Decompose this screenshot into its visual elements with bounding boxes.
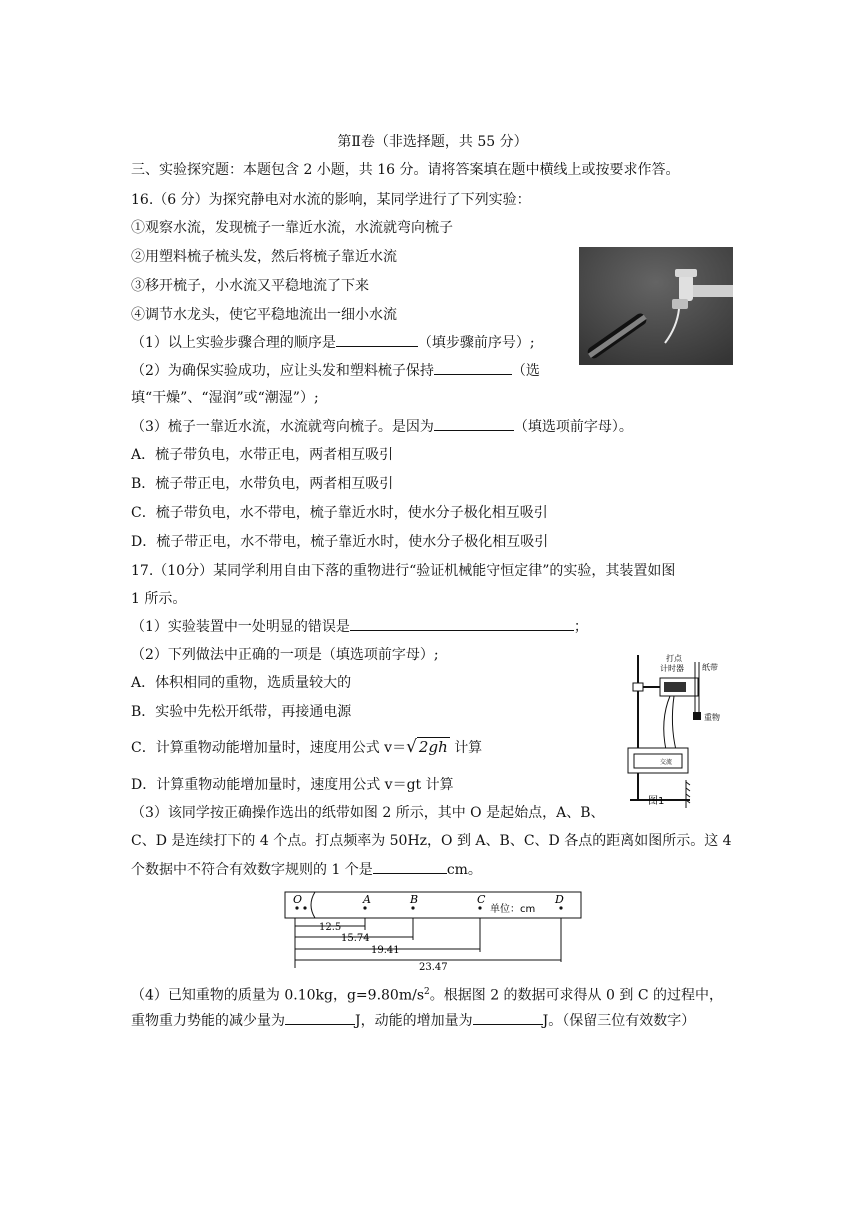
q17-sub3-l3: 个数据中不符合有效数字规则的 1 个是 cm。 <box>131 862 482 878</box>
q17-option-a: A．体积相同的重物，选质量较大的 <box>131 675 352 691</box>
point-D: D <box>555 893 564 906</box>
point-O: O <box>293 893 303 906</box>
answer-blank[interactable] <box>350 617 574 631</box>
dist-OA: 12.5 <box>319 922 342 933</box>
point-C: C <box>477 893 486 906</box>
q16-step-4: ④调节水龙头，使它平稳地流出一细小水流 <box>131 307 397 323</box>
q16-step-1: ①观察水流，发现梳子一靠近水流，水流就弯向梳子 <box>131 220 453 236</box>
label-source: 交流 <box>660 759 673 766</box>
figure-1-caption: 图1 <box>648 796 665 807</box>
unit-label: 单位：cm <box>490 904 536 915</box>
q16-step-3: ③移开梳子，小水流又平稳地流了下来 <box>131 278 369 294</box>
figure-1-apparatus <box>600 650 720 810</box>
figure-2-tape <box>285 890 585 973</box>
faucet-comb-photo <box>579 247 733 365</box>
point-A: A <box>363 893 371 906</box>
q16-option-d: D．梳子带正电，水不带电，梳子靠近水时，使水分子极化相互吸引 <box>131 534 549 550</box>
q17-sub1: （1）实验装置中一处明显的错误是 ； <box>131 619 588 635</box>
q17-stem-l2: 1 所示。 <box>131 591 187 607</box>
section-title: 第Ⅱ卷（非选择题，共 55 分） <box>337 134 528 150</box>
label-tape: 纸带 <box>702 663 718 672</box>
label-weight: 重物 <box>704 713 720 722</box>
answer-blank[interactable] <box>285 1011 355 1025</box>
q17-sub4-l1: （4）已知重物的质量为 0.10kg，$g=9.80m/s^2$。根据图 2 的数据可求得从 0 到 C 的过程中， <box>131 987 723 1004</box>
q17-option-c: C．计算重物动能增加量时，速度用公式 v＝√ 2gh 计算 <box>131 737 483 757</box>
q16-sub1: （1）以上实验步骤合理的顺序是 （填步骤前序号）; <box>131 335 535 351</box>
q16-option-a: A．梳子带负电，水带正电，两者相互吸引 <box>131 447 394 463</box>
dist-OD: 23.47 <box>419 962 448 973</box>
q16-option-c: C．梳子带负电，水不带电，梳子靠近水时，使水分子极化相互吸引 <box>131 505 548 521</box>
part3-intro: 三、实验探究题：本题包含 2 小题，共 16 分。请将答案填在题中横线上或按要求作答。 <box>131 162 680 178</box>
dist-OB: 15.74 <box>341 933 370 944</box>
answer-blank[interactable] <box>434 417 514 431</box>
q17-stem-l1: 17.（10分）某同学利用自由下落的重物进行“验证机械能守恒定律”的实验，其装置如图 <box>131 563 676 579</box>
answer-blank[interactable] <box>336 333 418 347</box>
label-timer-2: 计时器 <box>660 664 684 673</box>
label-timer: 打点 <box>666 654 682 663</box>
q17-option-b: B．实验中先松开纸带，再接通电源 <box>131 704 352 720</box>
q16-stem: 16.（6 分）为探究静电对水流的影响，某同学进行了下列实验： <box>131 192 531 208</box>
q16-step-2: ②用塑料梳子梳头发，然后将梳子靠近水流 <box>131 249 397 265</box>
q17-sub4-l2: 重物重力势能的减少量为 J，动能的增加量为 J。（保留三位有效数字） <box>131 1013 696 1029</box>
q17-sub2: （2）下列做法中正确的一项是（填选项前字母）; <box>131 647 439 663</box>
q17-sub3-l1: （3）该同学按正确操作选出的纸带如图 2 所示，其中 O 是起始点，A、B、 <box>131 805 605 821</box>
point-B: B <box>410 893 419 906</box>
answer-blank[interactable] <box>373 860 447 874</box>
q16-sub3: （3）梳子一靠近水流，水流就弯向梳子。是因为 （填选项前字母）。 <box>131 419 633 435</box>
formula: 2gh <box>418 738 448 756</box>
dist-OC: 19.41 <box>371 945 400 956</box>
q16-option-b: B．梳子带正电，水带负电，两者相互吸引 <box>131 476 394 492</box>
q16-sub2-cont: 填“干燥”、“湿润”或“潮湿”）; <box>131 390 319 406</box>
answer-blank[interactable] <box>434 361 512 375</box>
sqrt-sign: √ <box>406 737 417 757</box>
q17-option-d: D．计算重物动能增加量时，速度用公式 v＝gt 计算 <box>131 777 454 793</box>
q16-sub2: （2）为确保实验成功，应让头发和塑料梳子保持 （选 <box>131 363 540 379</box>
answer-blank[interactable] <box>473 1011 543 1025</box>
q17-sub3-l2: C、D 是连续打下的 4 个点。打点频率为 50Hz，O 到 A、B、C、D 各点的距离如图所示。这 4 <box>131 833 732 849</box>
